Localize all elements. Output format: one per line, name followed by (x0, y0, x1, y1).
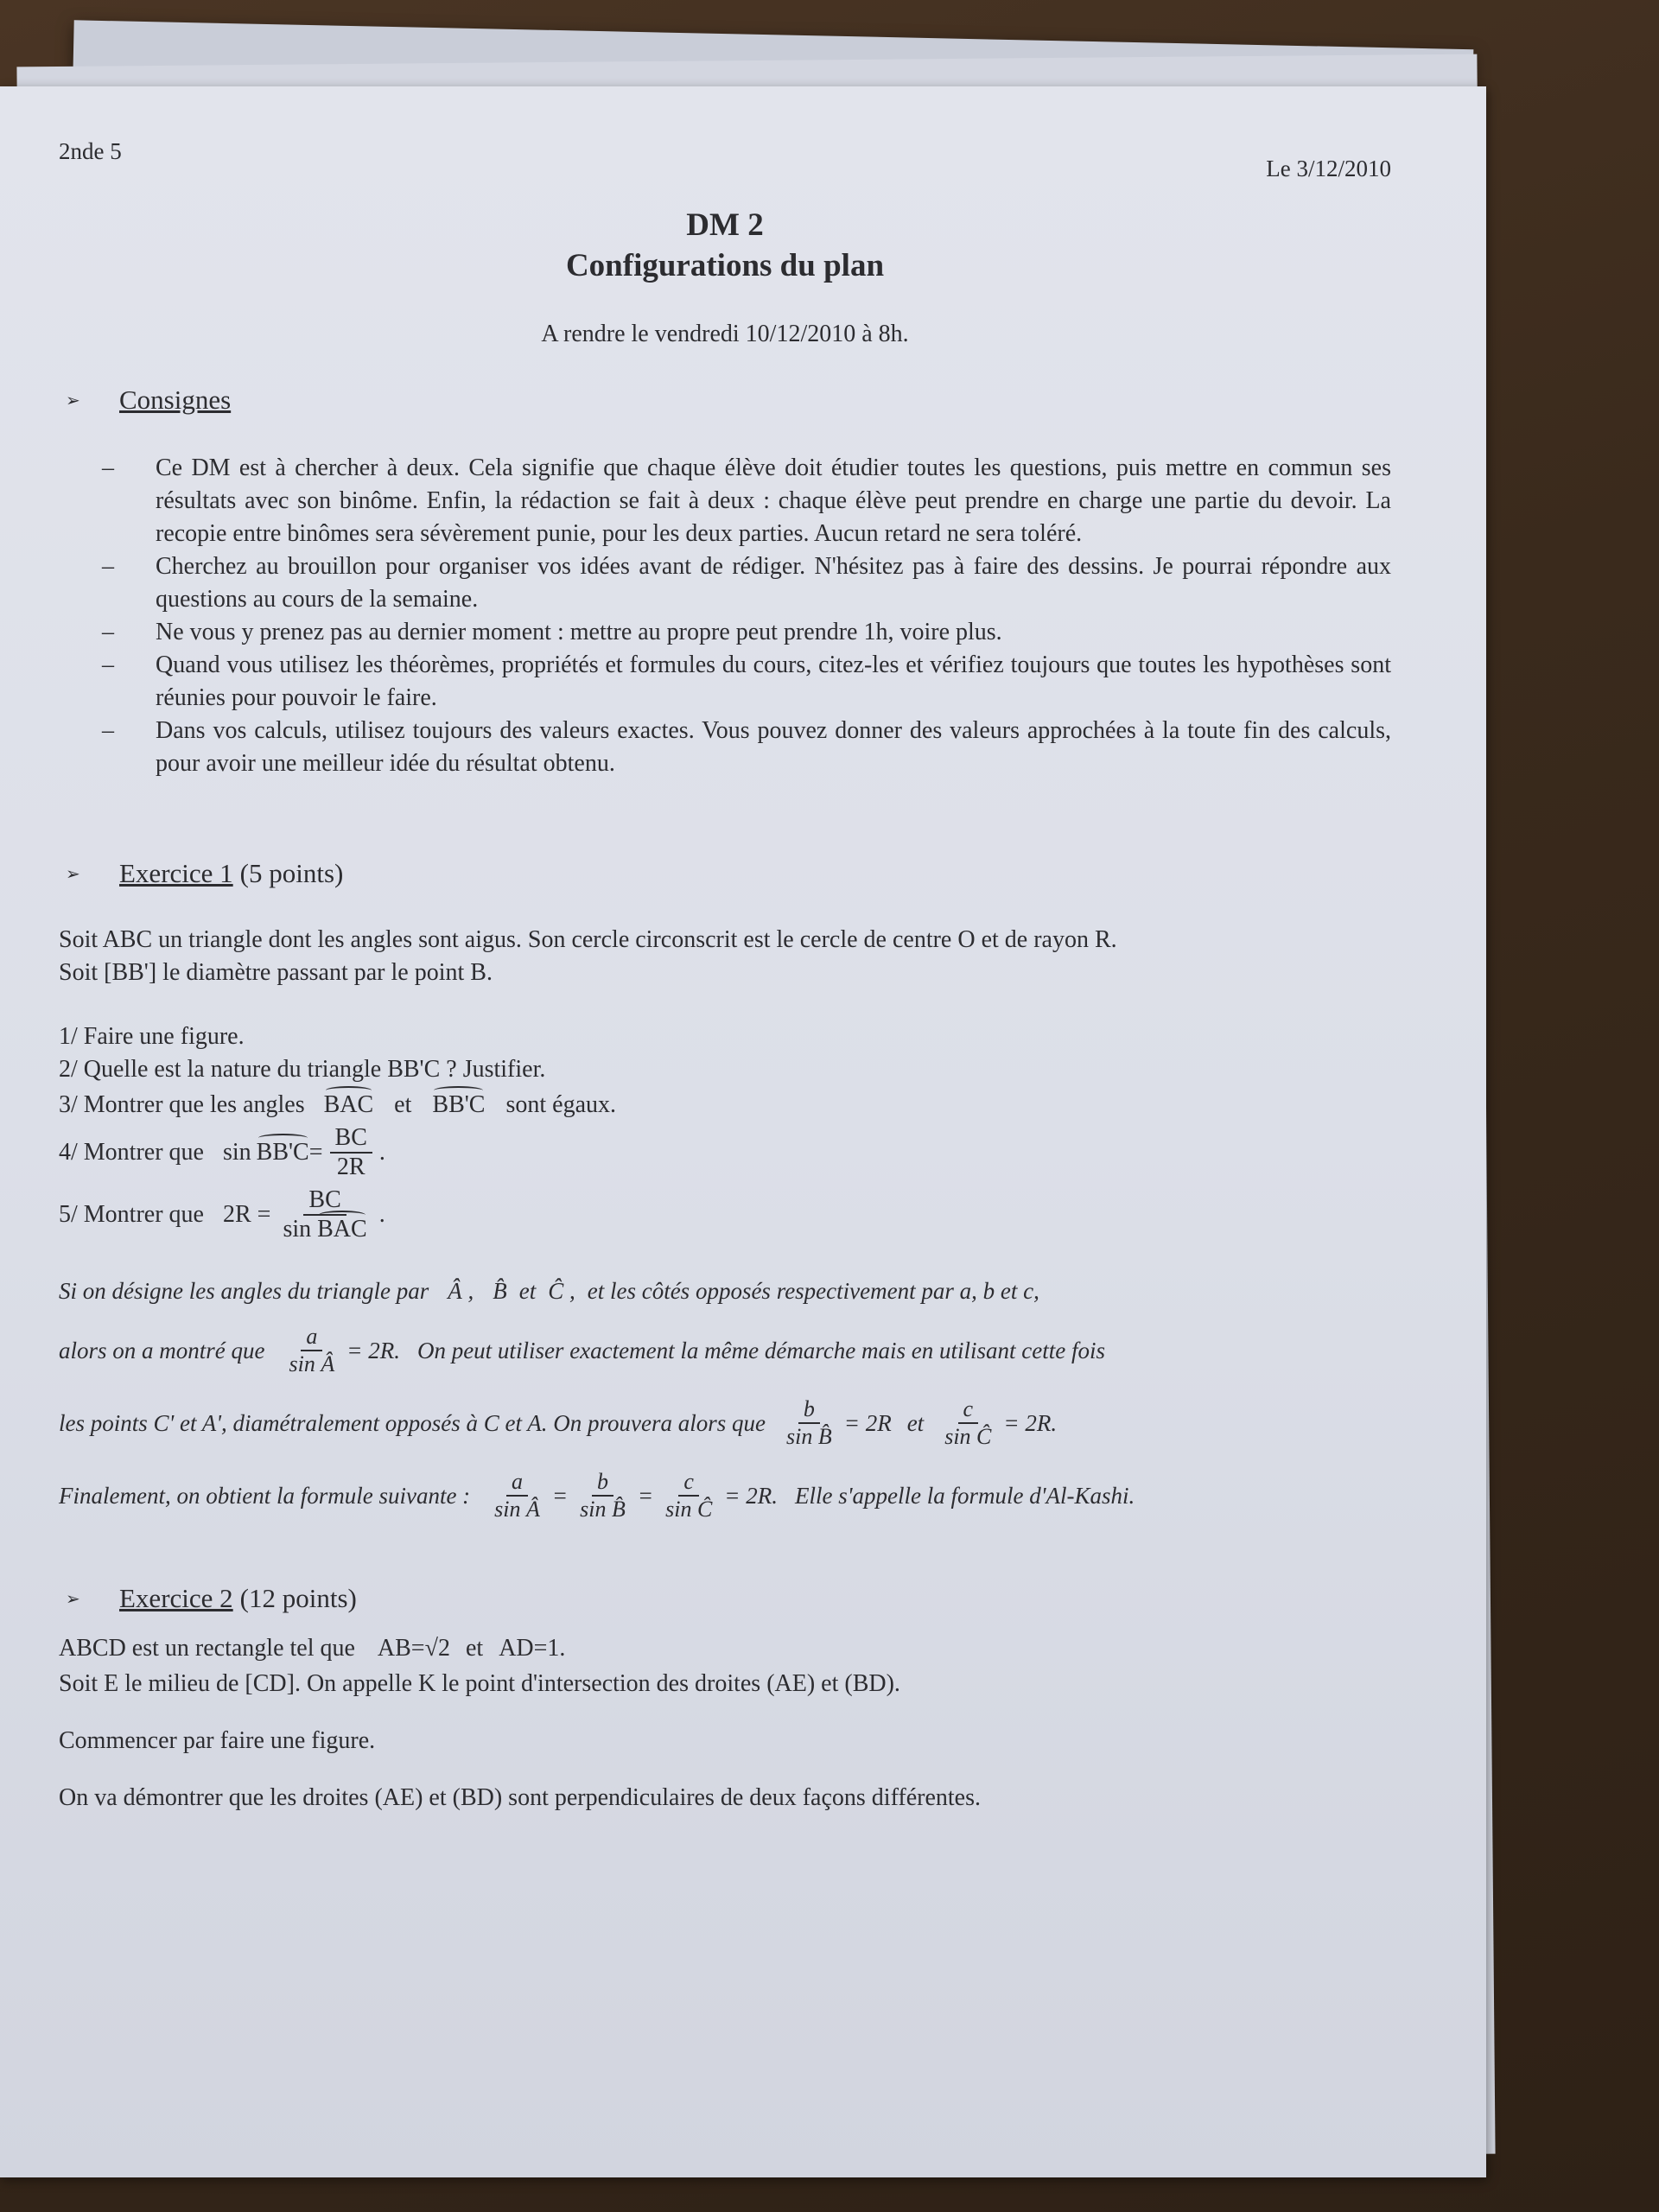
list-item (102, 616, 1391, 649)
remark-text: Finalement, on obtient la formule suivante : (59, 1482, 471, 1509)
dash-bullet-icon: – (102, 553, 114, 580)
q4-text: 4/ Montrer que (59, 1139, 204, 1166)
remark-line (59, 1324, 1391, 1377)
document-page (0, 86, 1486, 2177)
angle-bac: BAC (323, 1091, 374, 1118)
class-label: 2nde 5 (59, 138, 122, 164)
question-2: 2/ Quelle est la nature du triangle BB'C ? Justifier. (59, 1056, 546, 1083)
q3-and: et (394, 1091, 412, 1118)
angle-b: B̂ (493, 1278, 507, 1304)
list-item (102, 715, 1391, 780)
rule-text: Ce DM est à chercher à deux. Cela signifie que chaque élève doit étudier toutes les questions, puis mettre en commun ses résultats avec son binôme. Enfin, la rédaction se fait à deux : chaque élève peut prendre en charge une partie du devoir. La recopie entre binômes sera sévèrement punie, pour les deux parties. Aucun retard ne sera toléré. (156, 454, 1391, 547)
numerator: BC (330, 1124, 372, 1154)
remark-text: Si on désigne les angles du triangle par (59, 1278, 429, 1304)
exercice2-body (59, 1635, 1391, 1815)
intro-line: Soit [BB'] le diamètre passant par le point B. (59, 959, 493, 986)
denominator: sin B̂ (786, 1424, 832, 1449)
period: . (378, 1201, 385, 1228)
intro-line: Soit ABC un triangle dont les angles sont aigus. Son cercle circonscrit est le cercle de centre O et de rayon R. (59, 926, 1117, 953)
exercice2-points: (12 points) (239, 1583, 357, 1613)
numerator: b (798, 1396, 820, 1424)
sin-label: sin (283, 1216, 312, 1243)
exercice2-line: Commencer par faire une figure. (59, 1727, 376, 1754)
angle-bbc: BB'C (256, 1139, 309, 1166)
spacer (59, 1758, 1391, 1782)
arrow-bullet-icon: ➢ (66, 864, 80, 884)
equals-2r: = 2R (843, 1409, 892, 1436)
remark-text: Elle s'appelle la formule d'Al-Kashi. (795, 1482, 1135, 1509)
denominator: sin Â (289, 1351, 335, 1376)
denominator: sin Â (494, 1497, 540, 1522)
fraction (284, 1324, 340, 1377)
page-header (59, 138, 1391, 182)
fraction (489, 1469, 545, 1522)
denominator: sin Ĉ (944, 1424, 992, 1449)
due-date: A rendre le vendredi 10/12/2010 à 8h. (541, 321, 909, 347)
question-1: 1/ Faire une figure. (59, 1023, 245, 1050)
exercice1-heading (66, 858, 1391, 889)
equals-2r: = 2R. (346, 1337, 400, 1363)
numerator: a (506, 1469, 528, 1497)
arrow-bullet-icon: ➢ (66, 391, 80, 410)
denominator: 2R (336, 1154, 365, 1180)
spacer (59, 1700, 1391, 1725)
question-3 (59, 1091, 1391, 1119)
angle-a: Â , (448, 1278, 474, 1304)
rule-text: Cherchez au brouillon pour organiser vos idées avant de rédiger. N'hésitez pas à faire des dessins. Je pourrai répondre aux questions au cours de la semaine. (156, 553, 1391, 613)
numerator: BC (303, 1186, 346, 1216)
angle-c: Ĉ , (548, 1278, 575, 1304)
equals-2r: = 2R. (724, 1482, 779, 1509)
dash-bullet-icon: – (102, 454, 114, 481)
denominator: sin B̂ (580, 1497, 626, 1522)
consignes-list (59, 452, 1391, 780)
exercice2-line (59, 1635, 1391, 1662)
fraction (939, 1396, 996, 1450)
fraction (781, 1396, 837, 1450)
doc-title: DM 2 (686, 207, 764, 243)
remark-and: et (906, 1409, 925, 1436)
remark-line (59, 1396, 1391, 1450)
numerator: c (958, 1396, 979, 1424)
ad-value: AD=1. (499, 1635, 566, 1662)
exercice2-line: Soit E le milieu de [CD]. On appelle K le point d'intersection des droites (AE) et (BD). (59, 1670, 900, 1697)
remark-and: et (518, 1278, 537, 1304)
date-label: Le 3/12/2010 (1266, 156, 1391, 181)
rule-text: Ne vous y prenez pas au dernier moment : mettre au propre peut prendre 1h, voire plus. (156, 619, 1002, 645)
denominator (277, 1216, 372, 1243)
angle-bac: BAC (317, 1216, 367, 1243)
dash-bullet-icon: – (102, 717, 114, 744)
arrow-bullet-icon: ➢ (66, 1589, 80, 1609)
remark-text: les points C' et A', diamétralement opposés à C et A. On prouvera alors que (59, 1409, 766, 1436)
question-4 (59, 1124, 1391, 1181)
denominator: sin Ĉ (665, 1497, 713, 1522)
fraction (660, 1469, 717, 1522)
equals-sign: = (308, 1139, 323, 1166)
dash-bullet-icon: – (102, 619, 114, 645)
fraction (330, 1124, 372, 1181)
rule-text: Dans vos calculs, utilisez toujours des valeurs exactes. Vous pouvez donner des valeurs approchées à la toute fin des calculs, pour avoir une meilleur idée du résultat obtenu. (156, 717, 1391, 777)
fraction (277, 1186, 372, 1243)
consignes-heading (66, 385, 1391, 416)
equals-sign: = (551, 1482, 569, 1509)
exercice2-title: Exercice 2 (119, 1583, 233, 1613)
remark-text: alors on a montré que (59, 1337, 265, 1363)
exercice1-questions (59, 1020, 1391, 1243)
q3-text: 3/ Montrer que les angles (59, 1091, 305, 1118)
ex2-text: ABCD est un rectangle tel que (59, 1635, 355, 1662)
remark-line (59, 1469, 1391, 1522)
dash-bullet-icon: – (102, 652, 114, 678)
exercice1-remark (59, 1278, 1391, 1522)
numerator: c (678, 1469, 699, 1497)
list-item (102, 550, 1391, 616)
angle-bbc: BB'C (432, 1091, 486, 1118)
remark-text: et les côtés opposés respectivement par a, b et c, (587, 1278, 1039, 1304)
list-item (102, 452, 1391, 550)
exercice1-intro (59, 924, 1391, 989)
remark-text: On peut utiliser exactement la même démarche mais en utilisant cette fois (416, 1337, 1106, 1363)
numerator: b (592, 1469, 613, 1497)
question-5 (59, 1186, 1391, 1243)
lhs: 2R = (222, 1201, 271, 1228)
exercice1-title: Exercice 1 (119, 858, 233, 888)
period: . (378, 1139, 385, 1166)
consignes-title: Consignes (119, 385, 232, 415)
q3-text-end: sont égaux. (505, 1091, 616, 1118)
doc-subtitle: Configurations du plan (565, 248, 885, 283)
equals-sign: = (637, 1482, 654, 1509)
numerator: a (301, 1324, 322, 1351)
q5-text: 5/ Montrer que (59, 1201, 204, 1228)
equals-2r: = 2R. (1003, 1409, 1058, 1436)
ex2-and: et (465, 1635, 484, 1662)
remark-line (59, 1278, 1391, 1305)
exercice2-heading (66, 1583, 1391, 1614)
rule-text: Quand vous utilisez les théorèmes, propriétés et formules du cours, citez-les et vérifiez toujours que toutes les hypothèses sont réunies pour pouvoir le faire. (156, 652, 1391, 711)
list-item (102, 649, 1391, 715)
sin-label: sin (222, 1139, 251, 1166)
fraction (575, 1469, 631, 1522)
exercice2-line: On va démontrer que les droites (AE) et (BD) sont perpendiculaires de deux façons différentes. (59, 1784, 982, 1811)
ab-value: AB=√2 (377, 1635, 450, 1662)
exercice1-points: (5 points) (239, 858, 344, 888)
